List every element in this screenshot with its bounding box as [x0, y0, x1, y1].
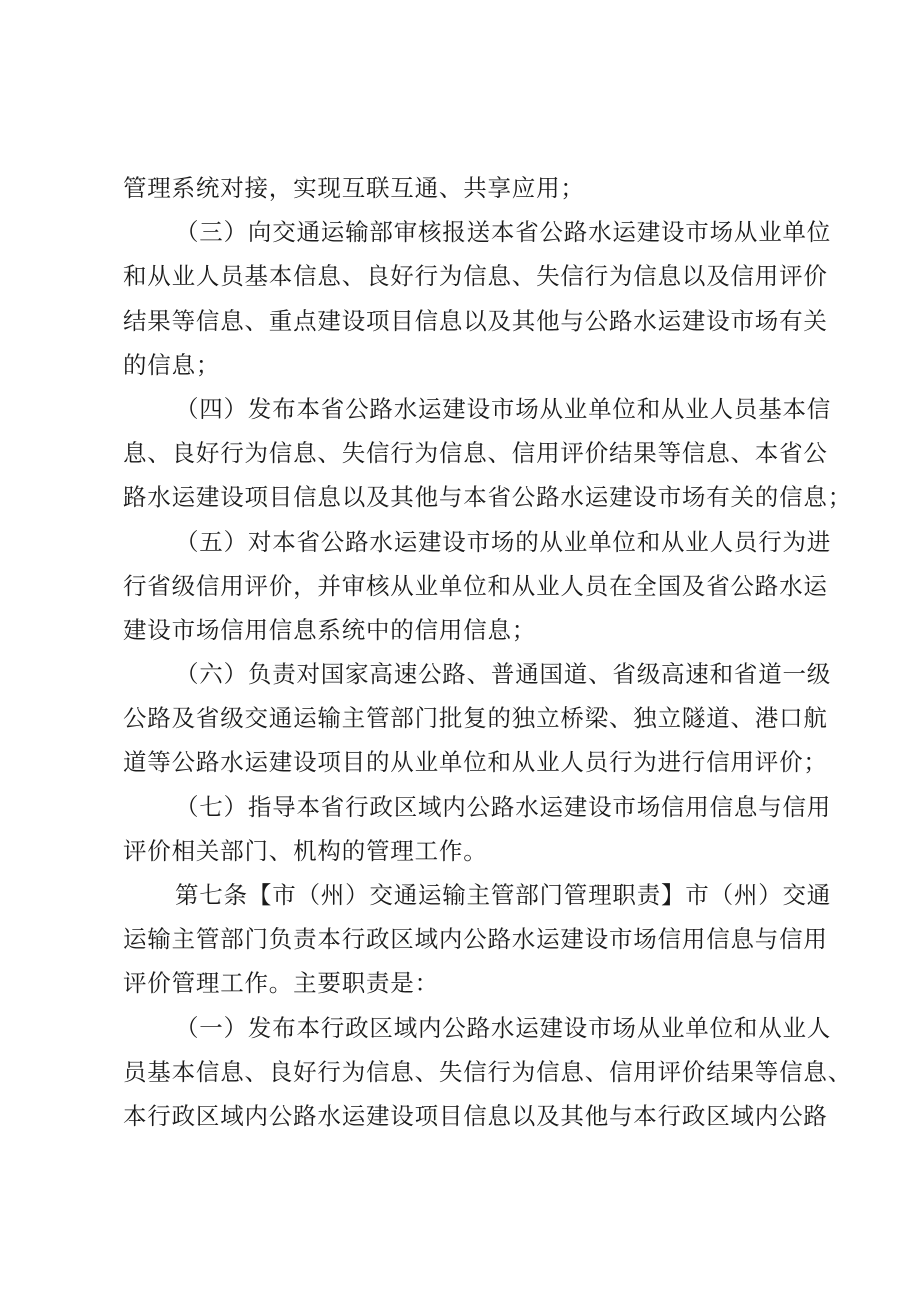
text-line: （六）负责对国家高速公路、普通国道、省级高速和省道一级 [175, 660, 832, 689]
text-line: 员基本信息、良好行为信息、失信行为信息、信用评价结果等信息、 [123, 1057, 852, 1086]
text-line: 评价相关部门、机构的管理工作。 [123, 836, 488, 865]
text-line: （七）指导本省行政区域内公路水运建设市场信用信息与信用 [175, 792, 832, 821]
text-line: 建设市场信用信息系统中的信用信息； [123, 615, 537, 644]
text-line: （四）发布本省公路水运建设市场从业单位和从业人员基本信 [175, 394, 832, 423]
text-line: （三）向交通运输部审核报送本省公路水运建设市场从业单位 [175, 218, 832, 247]
text-line: 公路及省级交通运输主管部门批复的独立桥梁、独立隧道、港口航 [123, 704, 828, 733]
text-line: 本行政区域内公路水运建设项目信息以及其他与本行政区域内公路 [123, 1101, 828, 1130]
document-body [123, 166, 852, 1138]
text-line: 路水运建设项目信息以及其他与本省公路水运建设市场有关的信息； [123, 483, 852, 512]
text-line: （一）发布本行政区域内公路水运建设市场从业单位和从业人 [175, 1013, 832, 1042]
text-line: 评价管理工作。主要职责是： [123, 969, 439, 998]
text-line: 的信息； [123, 350, 221, 379]
text-line: 结果等信息、重点建设项目信息以及其他与公路水运建设市场有关 [123, 306, 828, 335]
text-line: （五）对本省公路水运建设市场的从业单位和从业人员行为进 [175, 527, 832, 556]
text-line: 道等公路水运建设项目的从业单位和从业人员行为进行信用评价； [123, 748, 828, 777]
text-line: 第七条【市（州）交通运输主管部门管理职责】市（州）交通 [175, 881, 832, 909]
text-line: 行省级信用评价，并审核从业单位和从业人员在全国及省公路水运 [123, 571, 828, 600]
text-line: 和从业人员基本信息、良好行为信息、失信行为信息以及信用评价 [123, 262, 828, 291]
text-line: 息、良好行为信息、失信行为信息、信用评价结果等信息、本省公 [123, 439, 828, 468]
text-line: 管理系统对接，实现互联互通、共享应用； [123, 174, 585, 202]
text-line: 运输主管部门负责本行政区域内公路水运建设市场信用信息与信用 [123, 925, 828, 954]
